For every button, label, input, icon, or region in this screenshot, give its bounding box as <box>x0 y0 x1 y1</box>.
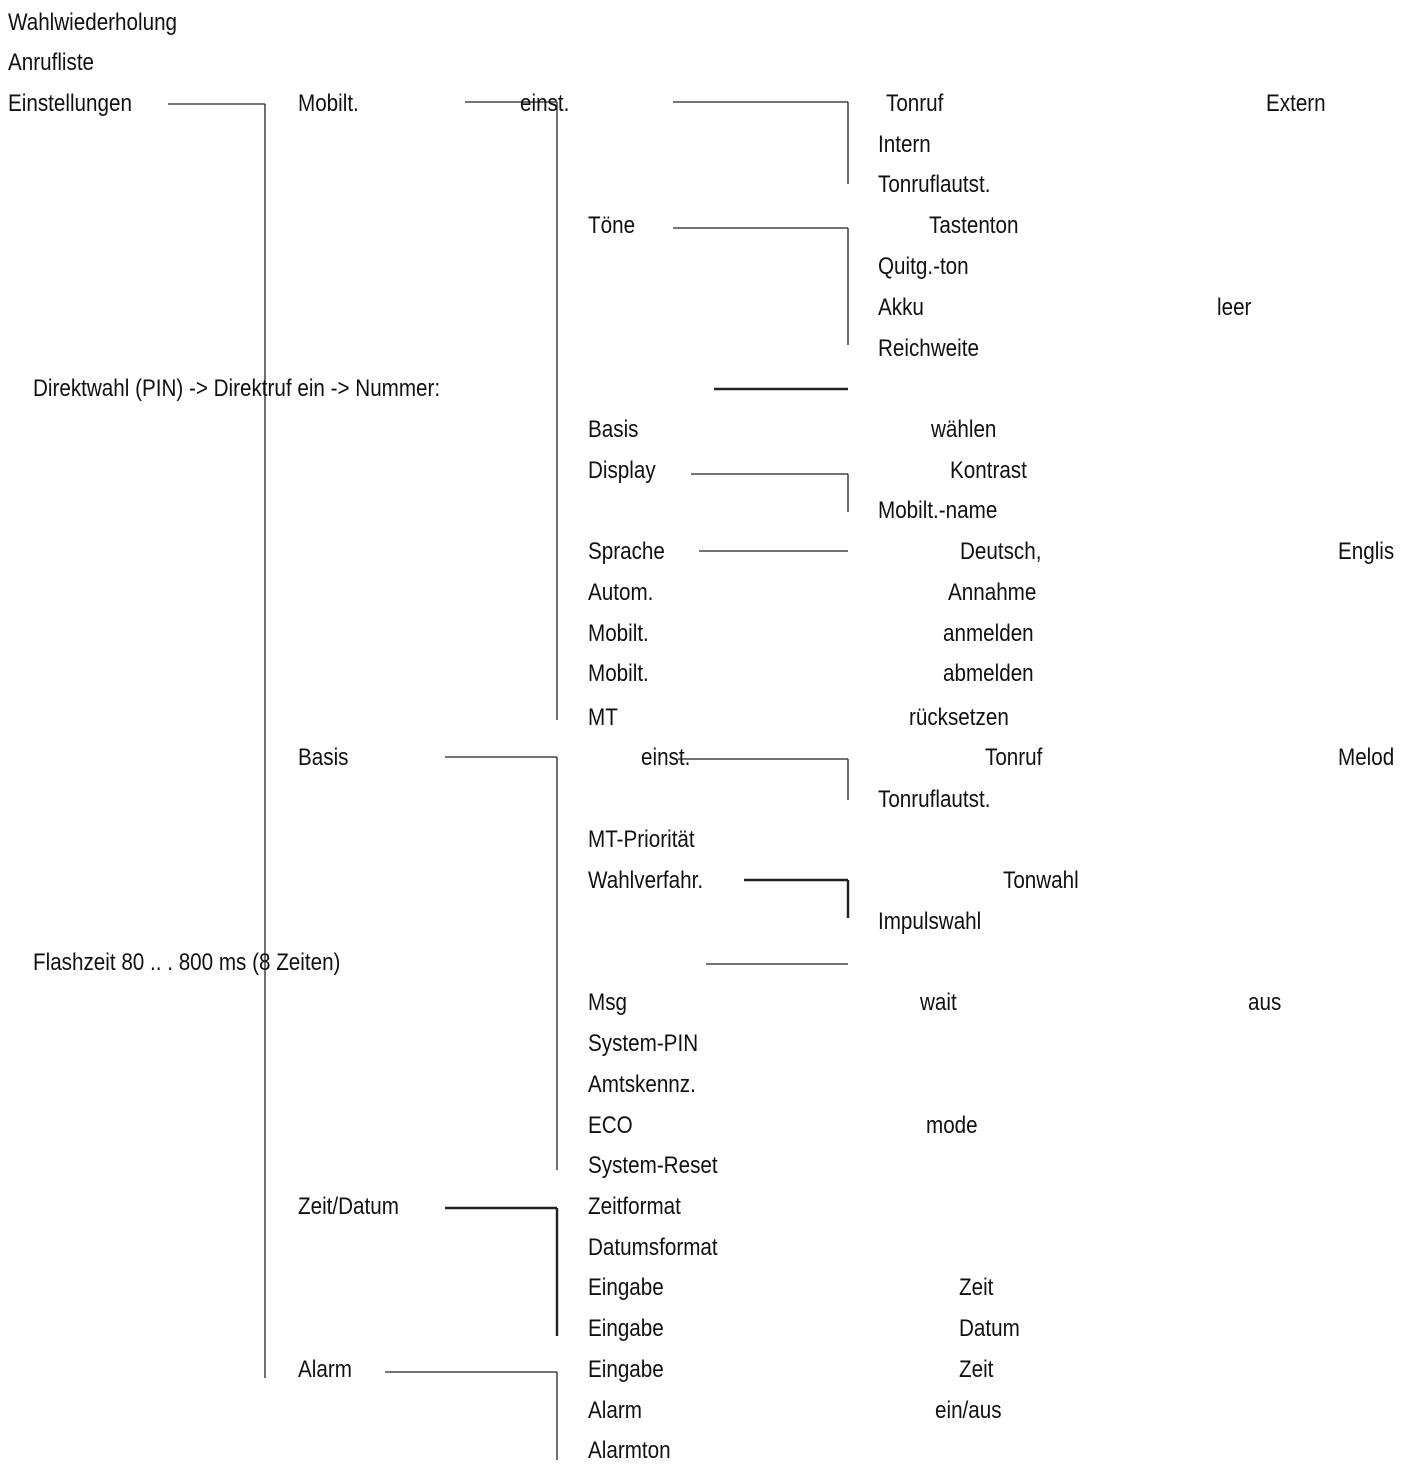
option-reichweite[interactable]: Reichweite <box>878 335 979 362</box>
option-mobilt-name[interactable]: Mobilt.-name <box>878 497 998 524</box>
menu-item-alarm-eingabe[interactable]: Eingabe <box>588 1356 664 1383</box>
menu-item-display[interactable]: Display <box>588 457 656 484</box>
option-ruecksetzen[interactable]: rücksetzen <box>909 704 1009 731</box>
option-ein-aus[interactable]: ein/aus <box>935 1397 1002 1424</box>
note-flashzeit: Flashzeit 80 .. . 800 ms (8 Zeiten) <box>33 949 341 976</box>
menu-item-einstellungen[interactable]: Einstellungen <box>8 90 132 117</box>
menu-item-msg[interactable]: Msg <box>588 989 627 1016</box>
option-waehlen[interactable]: wählen <box>931 416 997 443</box>
menu-item-mt[interactable]: MT <box>588 704 618 731</box>
note-direktwahl: Direktwahl (PIN) -> Direktruf ein -> Nummer: <box>33 375 441 402</box>
menu-item-wahlwiederholung[interactable]: Wahlwiederholung <box>8 9 178 36</box>
menu-item-mobilt-basis[interactable]: Basis <box>588 416 639 443</box>
option-englis[interactable]: Englis <box>1338 538 1395 565</box>
option-tonruflautst[interactable]: Tonruflautst. <box>878 171 991 198</box>
menu-item-anrufliste[interactable]: Anrufliste <box>8 49 95 76</box>
menu-item-autom[interactable]: Autom. <box>588 579 654 606</box>
menu-item-mt-prioritaet[interactable]: MT-Priorität <box>588 826 695 853</box>
option-zeit[interactable]: Zeit <box>959 1274 994 1301</box>
menu-item-alarm[interactable]: Alarm <box>298 1356 352 1383</box>
option-basis-tonruflautst[interactable]: Tonruflautst. <box>878 786 991 813</box>
menu-item-zeit-datum[interactable]: Zeit/Datum <box>298 1193 399 1220</box>
option-deutsch[interactable]: Deutsch, <box>960 538 1042 565</box>
option-aus[interactable]: aus <box>1248 989 1282 1016</box>
option-alarm-zeit[interactable]: Zeit <box>959 1356 994 1383</box>
menu-item-alarm-alarm[interactable]: Alarm <box>588 1397 642 1424</box>
option-tonwahl[interactable]: Tonwahl <box>1003 867 1079 894</box>
menu-item-eingabe-zeit[interactable]: Eingabe <box>588 1274 664 1301</box>
menu-item-system-reset[interactable]: System-Reset <box>588 1152 718 1179</box>
menu-item-eco[interactable]: ECO <box>588 1112 633 1139</box>
option-wait[interactable]: wait <box>920 989 957 1016</box>
option-basis-tonruf[interactable]: Tonruf <box>985 744 1043 771</box>
menu-item-eingabe-datum[interactable]: Eingabe <box>588 1315 664 1342</box>
option-kontrast[interactable]: Kontrast <box>950 457 1027 484</box>
option-mode[interactable]: mode <box>926 1112 978 1139</box>
menu-item-sprache[interactable]: Sprache <box>588 538 665 565</box>
option-annahme[interactable]: Annahme <box>948 579 1037 606</box>
menu-item-alarmton[interactable]: Alarmton <box>588 1437 671 1464</box>
option-anmelden[interactable]: anmelden <box>943 620 1034 647</box>
menu-item-mobilt[interactable]: Mobilt. <box>298 90 359 117</box>
menu-item-system-pin[interactable]: System-PIN <box>588 1030 699 1057</box>
menu-item-wahlverfahr[interactable]: Wahlverfahr. <box>588 867 704 894</box>
option-tonruf[interactable]: Tonruf <box>886 90 944 117</box>
option-intern[interactable]: Intern <box>878 131 931 158</box>
menu-item-toene[interactable]: Töne <box>588 212 636 239</box>
option-datum[interactable]: Datum <box>959 1315 1020 1342</box>
option-extern[interactable]: Extern <box>1266 90 1326 117</box>
option-abmelden[interactable]: abmelden <box>943 660 1034 687</box>
menu-item-amtskennz[interactable]: Amtskennz. <box>588 1071 696 1098</box>
option-impulswahl[interactable]: Impulswahl <box>878 908 982 935</box>
menu-item-mobilt-abmelden[interactable]: Mobilt. <box>588 660 649 687</box>
option-tastenton[interactable]: Tastenton <box>929 212 1019 239</box>
menu-item-basis[interactable]: Basis <box>298 744 349 771</box>
menu-item-mobilt-anmelden[interactable]: Mobilt. <box>588 620 649 647</box>
option-quitg-ton[interactable]: Quitg.-ton <box>878 253 969 280</box>
menu-item-mobilt-einst[interactable]: einst. <box>520 90 570 117</box>
option-akku[interactable]: Akku <box>878 294 924 321</box>
menu-item-basis-einst[interactable]: einst. <box>641 744 691 771</box>
menu-item-datumsformat[interactable]: Datumsformat <box>588 1234 718 1261</box>
option-leer[interactable]: leer <box>1217 294 1252 321</box>
menu-item-zeitformat[interactable]: Zeitformat <box>588 1193 681 1220</box>
option-melod[interactable]: Melod <box>1338 744 1395 771</box>
